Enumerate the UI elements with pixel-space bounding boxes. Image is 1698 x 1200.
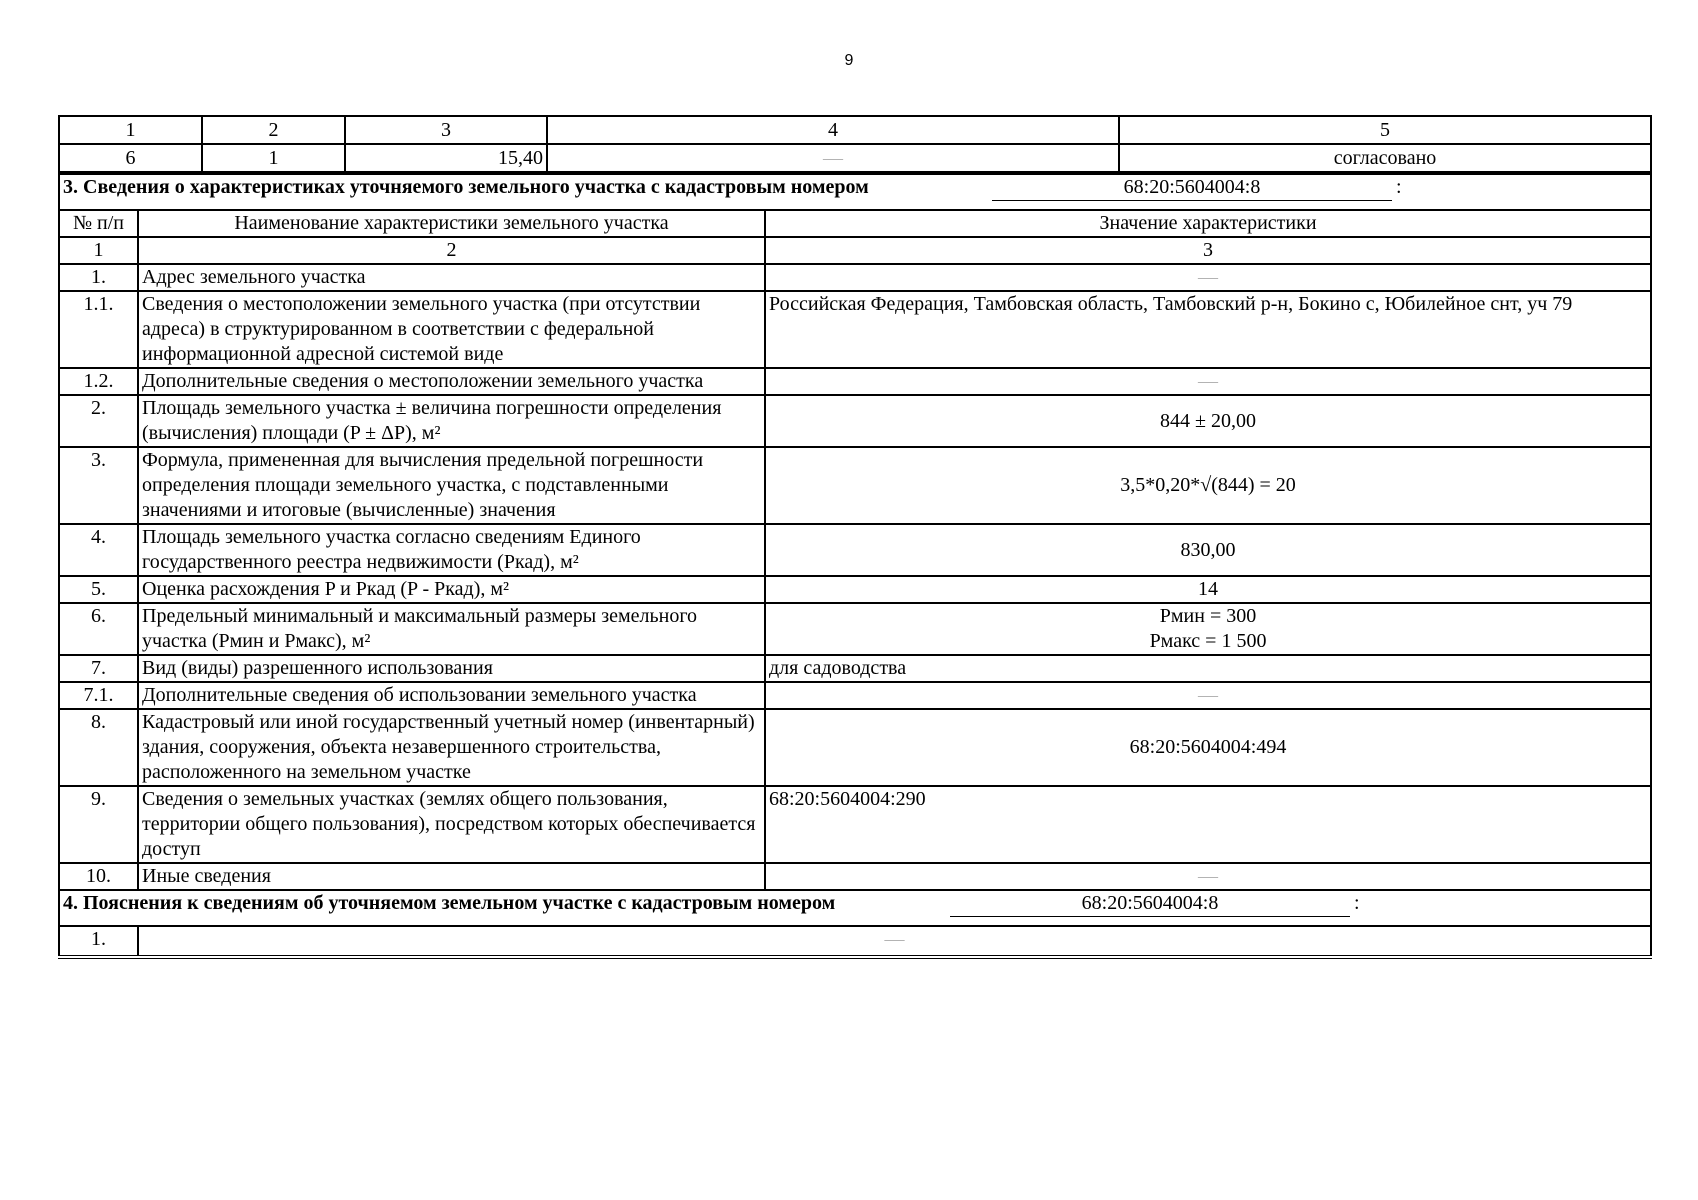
table-row bbox=[59, 144, 1651, 172]
row-num: 7. bbox=[59, 655, 138, 682]
col-number-5: 5 bbox=[1119, 116, 1651, 144]
section4-colon: : bbox=[1354, 892, 1360, 914]
cell-c2: 1 bbox=[202, 144, 345, 172]
row-value-registry-area: 830,00 bbox=[765, 524, 1651, 576]
row-num: 1. bbox=[59, 264, 138, 291]
row-num: 10. bbox=[59, 863, 138, 890]
previous-table-continuation bbox=[58, 115, 1652, 173]
row-value-address: Российская Федерация, Тамбовская область, Тамбовский р-н, Бокино с, Юбилейное снт, уч 79 bbox=[765, 291, 1651, 368]
cell-c4-dash: — bbox=[547, 144, 1119, 172]
row-value-building-number: 68:20:5604004:494 bbox=[765, 709, 1651, 786]
table-row bbox=[59, 291, 1651, 368]
section3-colon: : bbox=[1396, 176, 1402, 198]
row-value-dash: — bbox=[138, 926, 1651, 957]
row-name: Оценка расхождения P и Pкад (P - Pкад), м² bbox=[138, 576, 765, 603]
column-number-row bbox=[59, 237, 1651, 264]
row-name: Кадастровый или иной государственный учетный номер (инвентарный) здания, сооружения, объекта незавершенного строительства, расположенного на земельном участке bbox=[138, 709, 765, 786]
row-num: 1. bbox=[59, 926, 138, 957]
row-value-difference: 14 bbox=[765, 576, 1651, 603]
row-num: 7.1. bbox=[59, 682, 138, 709]
max-size-value: Pмакс = 1 500 bbox=[1149, 630, 1267, 652]
table-row bbox=[59, 264, 1651, 291]
row-name: Сведения о земельных участках (землях общего пользования, территории общего пользования), посредством которых обеспечивается доступ bbox=[138, 786, 765, 863]
row-name: Иные сведения bbox=[138, 863, 765, 890]
table-row bbox=[59, 655, 1651, 682]
row-value-dash: — bbox=[765, 682, 1651, 709]
header-value: Значение характеристики bbox=[765, 210, 1651, 237]
header-num: № п/п bbox=[59, 210, 138, 237]
table-row bbox=[59, 786, 1651, 863]
row-value-formula: 3,5*0,20*√(844) = 20 bbox=[765, 447, 1651, 524]
row-name: Вид (виды) разрешенного использования bbox=[138, 655, 765, 682]
section3-cadastral-number: 68:20:5604004:8 bbox=[992, 175, 1392, 201]
section4-cadastral-number: 68:20:5604004:8 bbox=[950, 891, 1350, 917]
row-num: 3. bbox=[59, 447, 138, 524]
table-row bbox=[59, 863, 1651, 890]
col-number-1: 1 bbox=[59, 116, 202, 144]
header-name: Наименование характеристики земельного участка bbox=[138, 210, 765, 237]
table-row bbox=[59, 926, 1651, 957]
table-row bbox=[59, 524, 1651, 576]
section3-title-row bbox=[59, 174, 1651, 210]
row-num: 4. bbox=[59, 524, 138, 576]
row-value-dash: — bbox=[765, 368, 1651, 395]
min-size-value: Pмин = 300 bbox=[1159, 605, 1257, 627]
row-num: 8. bbox=[59, 709, 138, 786]
table-row bbox=[59, 368, 1651, 395]
row-name: Дополнительные сведения о местоположении земельного участка bbox=[138, 368, 765, 395]
row-name: Предельный минимальный и максимальный размеры земельного участка (Pмин и Pмакс), м² bbox=[138, 603, 765, 655]
section4-title: 4. Пояснения к сведениям об уточняемом земельном участке с кадастровым номером bbox=[63, 892, 836, 914]
row-value-size-limits bbox=[765, 603, 1651, 655]
row-num: 9. bbox=[59, 786, 138, 863]
row-num: 6. bbox=[59, 603, 138, 655]
table-row bbox=[59, 576, 1651, 603]
row-num: 2. bbox=[59, 395, 138, 447]
row-name: Площадь земельного участка ± величина погрешности определения (вычисления) площади (P ± ΔP), м² bbox=[138, 395, 765, 447]
cell-c3: 15,40 bbox=[345, 144, 547, 172]
row-value-dash: — bbox=[765, 264, 1651, 291]
cell-c5-status: согласовано bbox=[1119, 144, 1651, 172]
table-row bbox=[59, 709, 1651, 786]
row-name: Площадь земельного участка согласно сведениям Единого государственного реестра недвижимости (Pкад), м² bbox=[138, 524, 765, 576]
section4-title-cell bbox=[59, 890, 1651, 926]
row-name: Дополнительные сведения об использовании земельного участка bbox=[138, 682, 765, 709]
col-number-4: 4 bbox=[547, 116, 1119, 144]
table-row bbox=[59, 603, 1651, 655]
characteristics-table bbox=[58, 173, 1652, 959]
column-number-row bbox=[59, 116, 1651, 144]
row-value-dash: — bbox=[765, 863, 1651, 890]
table-row bbox=[59, 447, 1651, 524]
row-value-access-parcel: 68:20:5604004:290 bbox=[765, 786, 1651, 863]
col-number-2: 2 bbox=[202, 116, 345, 144]
row-name: Адрес земельного участка bbox=[138, 264, 765, 291]
row-value-permitted-use: для садоводства bbox=[765, 655, 1651, 682]
section3-title-cell bbox=[59, 174, 1651, 210]
section4-title-row bbox=[59, 890, 1651, 926]
section3-title: 3. Сведения о характеристиках уточняемого земельного участка с кадастровым номером bbox=[63, 176, 869, 198]
col-number-3: 3 bbox=[765, 237, 1651, 264]
row-num: 1.2. bbox=[59, 368, 138, 395]
row-name: Формула, примененная для вычисления предельной погрешности определения площади земельного участка, с подставленными значениями и итоговые (вычисленные) значения bbox=[138, 447, 765, 524]
col-number-2: 2 bbox=[138, 237, 765, 264]
cell-c1: 6 bbox=[59, 144, 202, 172]
row-num: 5. bbox=[59, 576, 138, 603]
row-name: Сведения о местоположении земельного участка (при отсутствии адреса) в структурированном в соответствии с федеральной информационной адресной системой виде bbox=[138, 291, 765, 368]
table-row bbox=[59, 682, 1651, 709]
column-header-row bbox=[59, 210, 1651, 237]
row-num: 1.1. bbox=[59, 291, 138, 368]
page-number: 9 bbox=[844, 52, 854, 69]
col-number-1: 1 bbox=[59, 237, 138, 264]
table-row bbox=[59, 395, 1651, 447]
row-value-area: 844 ± 20,00 bbox=[765, 395, 1651, 447]
col-number-3: 3 bbox=[345, 116, 547, 144]
